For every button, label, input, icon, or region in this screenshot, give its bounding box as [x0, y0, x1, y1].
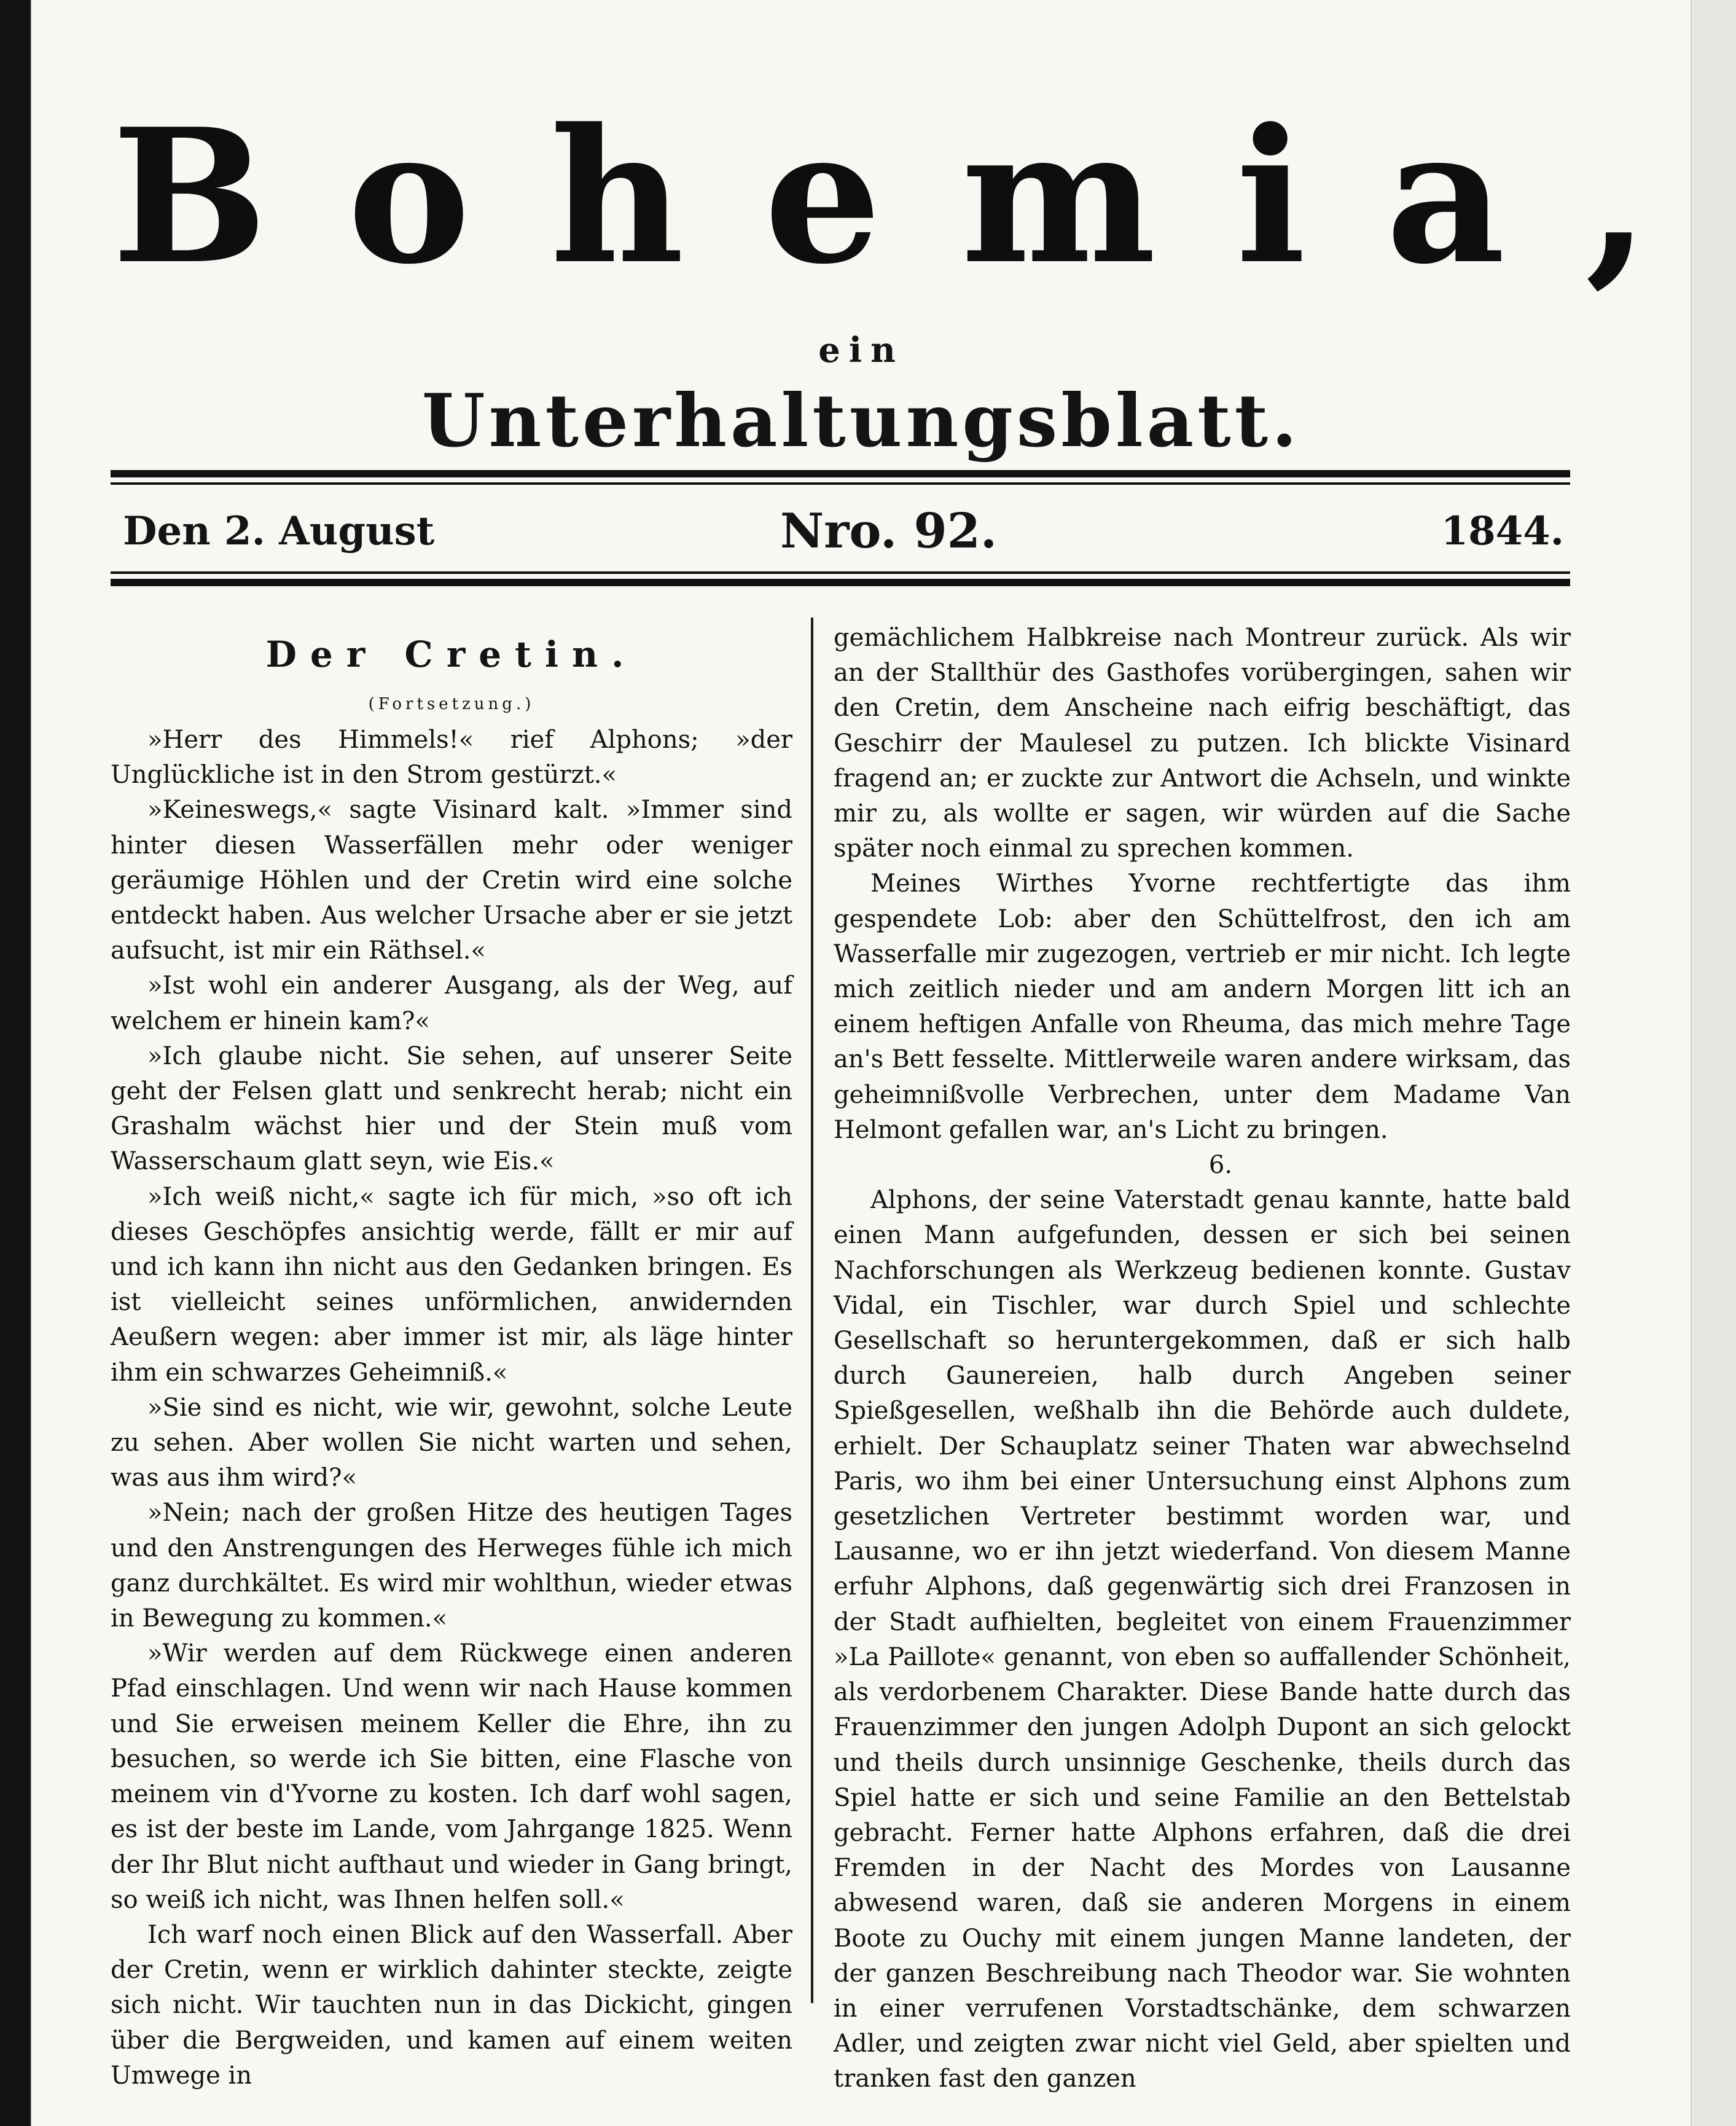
masthead-subtitle: Unterhaltungsblatt. [421, 378, 1301, 463]
paragraph: »Nein; nach der großen Hitze des heutigen Tages und den Anstrengungen des Herweges fühle ich mich ganz durchkältet. Es wird mir wohlthun, wieder etwas in Bewegung zu kommen.« [111, 1499, 792, 1633]
article-continuation-note: (Fortsetzung.) [368, 695, 535, 713]
column-left [111, 621, 792, 2093]
newspaper-page [32, 0, 1729, 2126]
column-right [834, 621, 1571, 2097]
issue-date: Den 2. August [123, 508, 435, 554]
article-title: Der Cretin. [265, 633, 638, 675]
paragraph: »Ich glaube nicht. Sie sehen, auf unserer Seite geht der Felsen glatt und senkrecht herab; nicht ein Grashalm wächst hier und der Stein muß vom Wasserschaum glatt seyn, wie Eis.« [111, 1041, 792, 1176]
masthead [32, 88, 1729, 467]
masthead-subtitle-small: ein [818, 330, 904, 371]
header-rule-bottom-thick [111, 579, 1570, 586]
masthead-title: Bohemia, [112, 88, 1729, 305]
column-divider [811, 618, 813, 2003]
section-number: 6. [1208, 1151, 1233, 1180]
header-rule-top-thick [111, 470, 1570, 477]
paragraph: »Ist wohl ein anderer Ausgang, als der Weg, auf welchem er hinein kam?« [111, 971, 792, 1035]
paragraph: »Herr des Himmels!« rief Alphons; »der Unglückliche ist in den Strom gestürzt.« [111, 726, 792, 790]
paragraph: »Wir werden auf dem Rückwege einen anderen Pfad einschlagen. Und wenn wir nach Hause kommen und Sie erweisen meinem Keller die Ehre, ihn zu besuchen, so werde ich Sie bitten, eine Flasche von meinem vin d'Yvorne zu kosten. Ich darf wohl sagen, es ist der beste im Lande, vom Jahrgange 1825. Wenn der Ihr Blut nicht aufthaut und wieder in Gang bringt, so weiß ich nicht, was Ihnen helfen soll.« [111, 1639, 792, 1914]
paragraph: »Keineswegs,« sagte Visinard kalt. »Immer sind hinter diesen Wasserfällen mehr oder weniger geräumige Höhlen und der Cretin wird eine solche entdeckt haben. Aus welcher Ursache aber er sie jetzt aufsucht, ist mir ein Räthsel.« [111, 796, 792, 965]
paragraph: Meines Wirthes Yvorne rechtfertigte das ihm gespendete Lob: aber den Schüttelfrost, den ich am Wasserfalle mir zugezogen, vertrieb er mir nicht. Ich legte mich zeitlich nieder und am andern Morgen litt ich an einem heftigen Anfalle von Rheuma, das mich mehre Tage an's Bett fesselte. Mittlerweile waren andere wirksam, das geheimnißvolle Verbrechen, unter dem Madame Van Helmont gefallen war, an's Licht zu bringen. [834, 869, 1571, 1144]
issue-number: Nro. 92. [780, 503, 998, 559]
paragraph: Alphons, der seine Vaterstadt genau kannte, hatte bald einen Mann aufgefunden, dessen er sich bei seinen Nachforschungen als Werkzeug bedienen konnte. Gustav Vidal, ein Tischler, war durch Spiel und schlechte Gesellschaft so heruntergekommen, daß er sich halb durch Gaunereien, halb durch Angeben seiner Spießgesellen, weßhalb ihn die Behörde auch duldete, erhielt. Der Schauplatz seiner Thaten war abwechselnd Paris, wo ihm bei einer Untersuchung einst Alphons zum gesetzlichen Vertreter bestimmt worden war, und Lausanne, wo er ihn jetzt wiederfand. Von diesem Manne erfuhr Alphons, daß gegenwärtig sich drei Franzosen in der Stadt aufhielten, begleitet von einem Frauenzimmer »La Paillote« genannt, von eben so auffallender Schönheit, als verdorbenem Charakter. Diese Bande hatte durch das Frauenzimmer den jungen Adolph Dupont an sich gelockt und theils durch unsinnige Geschenke, theils durch das Spiel hatte er sich und seine Familie an den Bettelstab gebracht. Ferner hatte Alphons erfahren, daß die drei Fremden in der Nacht des Mordes von Lausanne abwesend waren, daß sie anderen Morgens in einem Boote zu Ouchy mit einem jungen Manne landeten, der der ganzen Beschreibung nach Theodor war. Sie wohnten in einer verrufenen Vorstadtschänke, dem schwarzen Adler, und zeigten zwar nicht viel Geld, aber spielten und tranken fast den ganzen [834, 1186, 1571, 2093]
issue-year: 1844. [1441, 508, 1564, 554]
issue-line [111, 501, 1570, 562]
header-rule-bottom-thin [111, 571, 1570, 574]
paragraph: »Ich weiß nicht,« sagte ich für mich, »so oft ich dieses Geschöpfes ansichtig werde, fällt er mir auf und ich kann ihn nicht aus den Gedanken bringen. Es ist vielleicht seines unförmlichen, anwidernden Aeußern wegen: aber immer ist mir, als läge hinter ihm ein schwarzes Geheimniß.« [111, 1182, 792, 1387]
scan-binding-edge [0, 0, 32, 2126]
paragraph: Ich warf noch einen Blick auf den Wasserfall. Aber der Cretin, wenn er wirklich dahinter steckte, zeigte sich nicht. Wir tauchten nun in das Dickicht, gingen über die Bergweiden, und kamen auf einem weiten Umwege in [111, 1920, 792, 2090]
paragraph: »Sie sind es nicht, wie wir, gewohnt, solche Leute zu sehen. Aber wollen Sie nicht warten und sehen, was aus ihm wird?« [111, 1393, 792, 1493]
paragraph: gemächlichem Halbkreise nach Montreur zurück. Als wir an der Stallthür des Gasthofes vorübergingen, sahen wir den Cretin, dem Anscheine nach eifrig beschäftigt, das Geschirr der Maulesel zu putzen. Ich blickte Visinard fragend an; er zuckte zur Antwort die Achseln, und winkte mir zu, als wollte er sagen, wir würden auf die Sache später noch einmal zu sprechen kommen. [834, 624, 1571, 863]
header-rule-top-thin [111, 482, 1570, 485]
